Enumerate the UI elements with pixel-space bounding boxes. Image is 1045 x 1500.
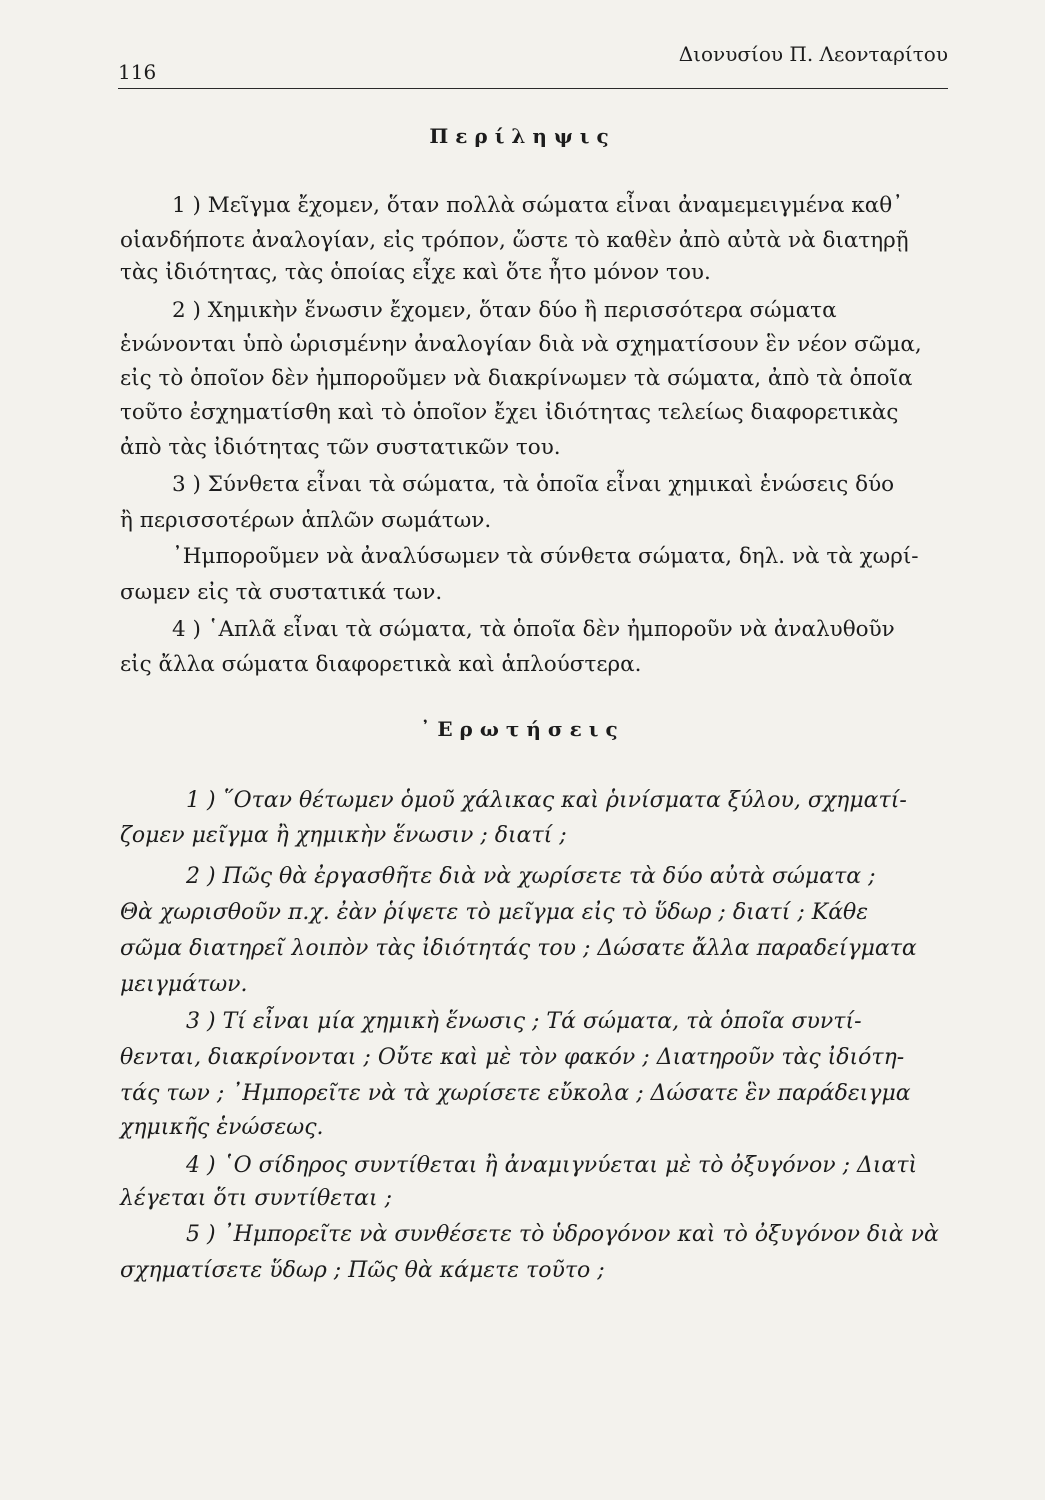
question-line: 3 ) Τί εἶναι μία χημικὴ ἕνωσις ; Τά σώματα, τὰ ὁποῖα συντί-	[186, 1009, 862, 1034]
summary-line: 4 ) ῾Απλᾶ εἶναι τὰ σώματα, τὰ ὁποῖα δὲν ἠμποροῦν νὰ ἀναλυθοῦν	[172, 617, 895, 642]
question-line: λέγεται ὅτι συντίθεται ;	[120, 1186, 393, 1211]
summary-line: ἀπὸ τὰς ἰδιότητας τῶν συστατικῶν του.	[120, 435, 561, 460]
summary-line: 1 ) Μεῖγμα ἔχομεν, ὅταν πολλὰ σώματα εἶναι ἀναμεμειγμένα καθ᾽	[172, 193, 903, 218]
question-line: θενται, διακρίνονται ; Οὔτε καὶ μὲ τὸν φακόν ; Διατηροῦν τὰς ἰδιότη-	[120, 1045, 905, 1070]
summary-line: τὰς ἰδιότητας, τὰς ὁποίας εἶχε καὶ ὅτε ἦτο μόνον του.	[120, 260, 711, 285]
question-line: σῶμα διατηρεῖ λοιπὸν τὰς ἰδιότητάς του ; Δώσατε ἄλλα παραδείγματα	[120, 936, 917, 961]
page-number: 116	[118, 60, 157, 84]
question-line: σχηματίσετε ὕδωρ ; Πῶς θὰ κάμετε τοῦτο ;	[120, 1258, 605, 1283]
summary-line: ἢ περισσοτέρων ἁπλῶν σωμάτων.	[120, 508, 492, 533]
running-head: Διονυσίου Π. Λεονταρίτου	[678, 42, 948, 66]
summary-line: 3 ) Σύνθετα εἶναι τὰ σώματα, τὰ ὁποῖα εἶναι χημικαὶ ἑνώσεις δύο	[172, 472, 895, 497]
summary-line: σωμεν εἰς τὰ συστατικά των.	[120, 580, 443, 605]
question-line: 4 ) ῾Ο σίδηρος συντίθεται ἢ ἀναμιγνύεται μὲ τὸ ὀξυγόνον ; Διατὶ	[186, 1153, 918, 1178]
summary-line: 2 ) Χημικὴν ἕνωσιν ἔχομεν, ὅταν δύο ἢ περισσότερα σώματα	[172, 298, 837, 323]
question-line: ζομεν μεῖγμα ἢ χημικὴν ἕνωσιν ; διατί ;	[120, 823, 567, 848]
summary-title: Περίληψις	[429, 124, 616, 148]
question-line: χημικῆς ἑνώσεως.	[120, 1115, 324, 1140]
summary-line: τοῦτο ἐσχηματίσθη καὶ τὸ ὁποῖον ἔχει ἰδιότητας τελείως διαφορετικὰς	[120, 400, 899, 425]
question-line: Θὰ χωρισθοῦν π.χ. ἐὰν ῥίψετε τὸ μεῖγμα εἰς τὸ ὕδωρ ; διατί ; Κάθε	[120, 900, 869, 925]
question-line: μειγμάτων.	[120, 972, 248, 997]
question-line: 1 ) ῞Οταν θέτωμεν ὁμοῦ χάλικας καὶ ῥινίσματα ξύλου, σχηματί-	[186, 788, 907, 813]
summary-line: ᾽Ημποροῦμεν νὰ ἀναλύσωμεν τὰ σύνθετα σώματα, δηλ. νὰ τὰ χωρί-	[172, 544, 919, 569]
questions-title: ᾽Ερωτήσεις	[420, 717, 625, 741]
page-header	[118, 38, 948, 89]
question-line: 5 ) ᾽Ημπορεῖτε νὰ συνθέσετε τὸ ὑδρογόνον καὶ τὸ ὀξυγόνον διὰ νὰ	[186, 1222, 939, 1247]
question-line: τάς των ; ᾽Ημπορεῖτε νὰ τὰ χωρίσετε εὔκολα ; Δώσατε ἓν παράδειγμα	[120, 1081, 911, 1106]
summary-line: ἑνώνονται ὑπὸ ὡρισμένην ἀναλογίαν διὰ νὰ σχηματίσουν ἓν νέον σῶμα,	[120, 332, 922, 357]
summary-line: εἰς ἄλλα σώματα διαφορετικὰ καὶ ἁπλούστερα.	[120, 652, 642, 677]
summary-line: οἱανδήποτε ἀναλογίαν, εἰς τρόπον, ὥστε τὸ καθὲν ἀπὸ αὐτὰ νὰ διατηρῇ	[120, 228, 909, 253]
summary-line: εἰς τὸ ὁποῖον δὲν ἠμποροῦμεν νὰ διακρίνωμεν τὰ σώματα, ἀπὸ τὰ ὁποῖα	[120, 366, 913, 391]
question-line: 2 ) Πῶς θὰ ἐργασθῆτε διὰ νὰ χωρίσετε τὰ δύο αὐτὰ σώματα ;	[186, 864, 876, 889]
